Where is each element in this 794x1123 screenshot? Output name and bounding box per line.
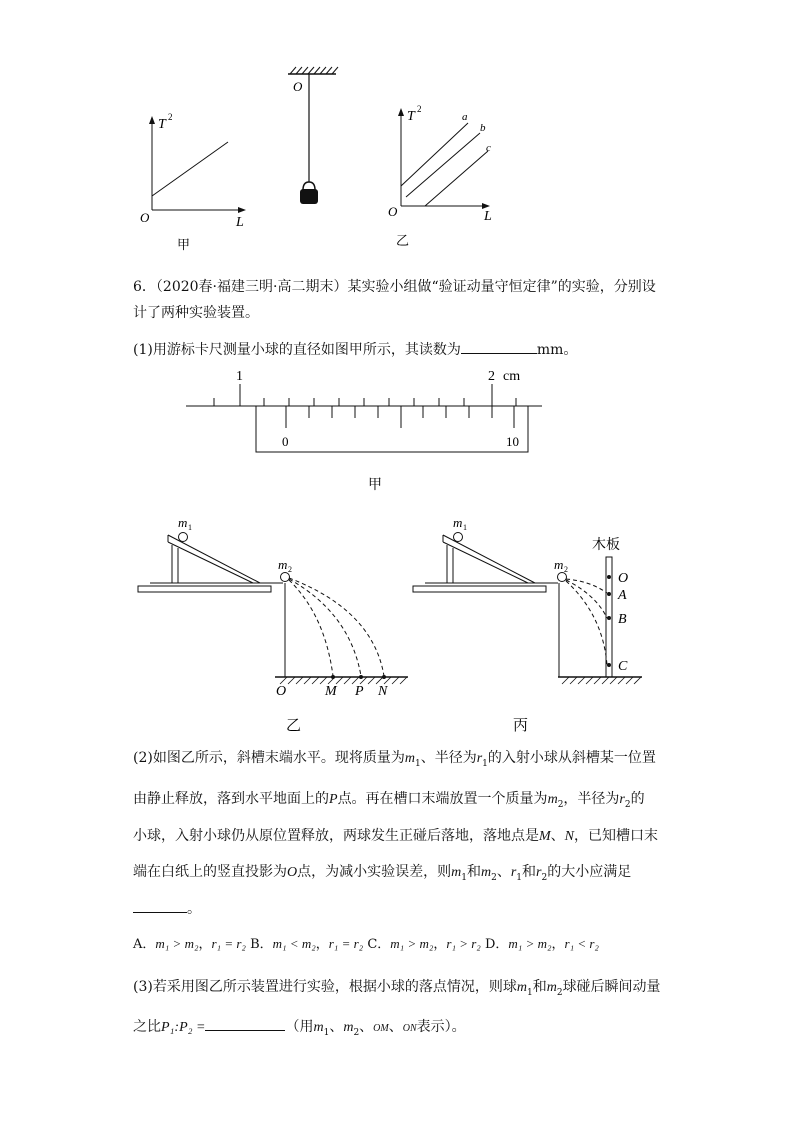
main-label-2: 2 xyxy=(488,369,495,384)
question-number: 6． xyxy=(133,279,156,295)
yi-point-P: P xyxy=(355,684,364,699)
vernier-caliper xyxy=(0,362,794,492)
bing-point-B: B xyxy=(618,612,627,627)
answer-blank-2[interactable] xyxy=(133,898,187,913)
part3-line2: 之比P₁:P₂ = （用$m_1$、$m_2$、OM、ON表示）。 xyxy=(133,1016,466,1043)
yi-m2: m xyxy=(278,557,288,572)
yi-caption: 乙 xyxy=(396,233,410,248)
yi-line-label-c: c xyxy=(486,142,491,154)
bing-point-A: A xyxy=(618,588,627,603)
jia-origin: O xyxy=(140,210,150,225)
jia-caption: 甲 xyxy=(177,237,191,252)
part1: (1)用游标卡尺测量小球的直径如图甲所示，其读数为 mm。 xyxy=(133,339,577,360)
option-C[interactable]: C．m₁ > m₂，r₁ > r₂ xyxy=(367,936,481,952)
yi-line-label-a: a xyxy=(462,111,468,123)
line-c xyxy=(425,151,488,206)
main-label-1: 1 xyxy=(236,369,243,384)
bing-point-O: O xyxy=(618,571,629,586)
options-row xyxy=(133,934,599,955)
part3-line1: (3)若采用图乙所示装置进行实验，根据小球的落点情况，则球$m_1$和$m_2$球碰后瞬间动量 xyxy=(133,979,661,998)
yi-m2-sub: 2 xyxy=(288,565,292,574)
bing-board-label: 木板 xyxy=(592,538,620,553)
jia-y-exp: 2 xyxy=(168,112,173,122)
yi-y-exp: 2 xyxy=(417,104,422,114)
line-b xyxy=(406,133,480,197)
jia-x-label: L xyxy=(236,215,244,230)
bing-m2: m xyxy=(554,557,564,572)
line-a xyxy=(401,123,468,186)
option-D[interactable]: D．m₁ > m₂，r₁ < r₂ xyxy=(484,936,599,952)
yi-line-label-b: b xyxy=(480,122,486,134)
yi-y-label: T xyxy=(407,109,415,124)
question-stem-1: 某实验小组做“验证动量守恒定律”的实验，分别设 xyxy=(347,279,656,295)
graph-yi xyxy=(388,104,492,248)
part2-line3: 小球，入射小球仍从原位置释放，两球发生正碰后落地，落地点是M、N，已知槽口末 xyxy=(133,828,659,844)
yi-point-N: N xyxy=(378,684,388,699)
part2-line1: (2)如图乙所示，斜槽末端水平。现将质量为$m_1$、半径为$r_1$的入射小球从斜槽某一位置 xyxy=(133,750,656,769)
yi-point-O: O xyxy=(276,684,287,699)
yi-origin: O xyxy=(388,204,398,219)
yi-point-M: M xyxy=(325,684,337,699)
bing-m1: m xyxy=(453,515,463,530)
option-A[interactable]: A．m₁ > m₂，r₁ = r₂ xyxy=(133,936,246,952)
fig-bing-caption: 丙 xyxy=(513,718,529,734)
question-header xyxy=(133,277,656,297)
yi-m1-sub: 1 xyxy=(188,523,192,532)
answer-blank-1[interactable] xyxy=(461,339,537,354)
pendulum xyxy=(288,67,338,204)
question-source: （2020春·福建三明·高二期末） xyxy=(155,279,348,295)
main-unit: cm xyxy=(503,369,521,384)
part2-line5: 。 xyxy=(133,898,201,919)
bing-m1-sub: 1 xyxy=(463,523,467,532)
jia-y-label: T xyxy=(158,117,166,132)
fig-bing xyxy=(413,515,642,734)
vernier-label-10: 10 xyxy=(506,434,519,449)
yi-x-label: L xyxy=(484,209,492,224)
apparatus-figures xyxy=(0,505,794,735)
vernier-label-0: 0 xyxy=(282,434,289,449)
top-figures xyxy=(0,0,794,260)
bing-m2-sub: 2 xyxy=(564,565,568,574)
pendulum-pivot: O xyxy=(293,79,303,94)
fig-yi xyxy=(138,515,408,734)
graph-jia xyxy=(140,112,246,252)
option-B[interactable]: B．m₁ < m₂，r₁ = r₂ xyxy=(250,936,364,952)
bing-point-C: C xyxy=(618,659,628,674)
caliper-caption: 甲 xyxy=(368,478,382,492)
question-stem-line2: 计了两种实验装置。 xyxy=(133,305,259,321)
yi-m1: m xyxy=(178,515,188,530)
fig-yi-caption: 乙 xyxy=(286,718,302,734)
answer-blank-3[interactable] xyxy=(205,1016,285,1031)
part2-line2: 由静止释放，落到水平地面上的P点。再在槽口末端放置一个质量为$m_2$，半径为$r_2$的 xyxy=(133,791,645,810)
part2-line4: 端在白纸上的竖直投影为O点，为减小实验误差，则$m_1$和$m_2$、$r_1$和$r_2$的大小应满足 xyxy=(133,864,632,883)
